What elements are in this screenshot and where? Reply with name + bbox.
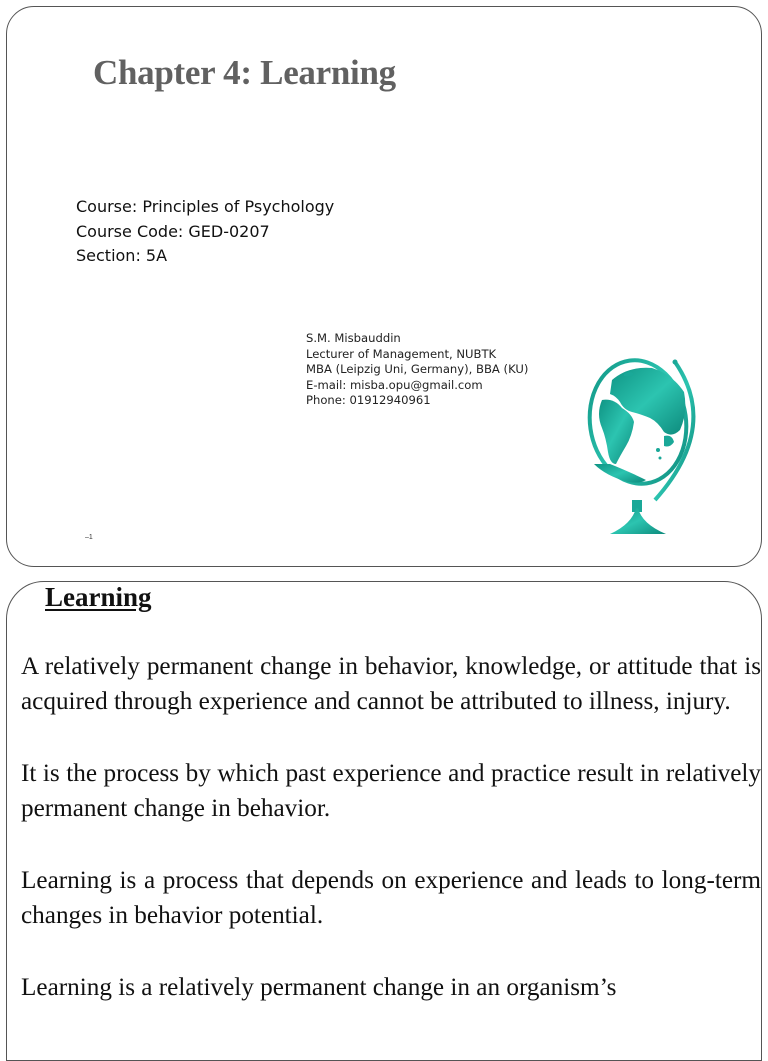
slide-learning	[6, 581, 762, 1061]
author-name: S.M. Misbauddin	[306, 331, 401, 345]
author-email: E-mail: misba.opu@gmail.com	[306, 377, 483, 392]
definition-paragraph: It is the process by which past experience and practice result in relatively permanent change in behavior.	[21, 760, 761, 822]
definition-paragraph: Learning is a relatively permanent change in an organism’s	[21, 974, 617, 1001]
slide-heading: Learning	[45, 582, 152, 612]
author-degrees: MBA (Leipzig Uni, Germany), BBA (KU)	[306, 362, 529, 376]
globe-icon	[580, 352, 710, 542]
author-position: Lecturer of Management, NUBTK	[306, 346, 497, 361]
course-code: Course Code: GED-0207	[76, 221, 270, 241]
slide-title	[6, 6, 762, 567]
slide-title-heading: Chapter 4: Learning	[93, 53, 396, 92]
author-phone: Phone: 01912940961	[306, 393, 431, 407]
course-section: Section: 5A	[76, 246, 168, 265]
course-info-block	[76, 195, 334, 269]
slide-body	[21, 649, 761, 1042]
definition-paragraph: A relatively permanent change in behavior, knowledge, or attitude that is acquired through experience and cannot be attributed to illness, injury.	[21, 653, 761, 715]
slide-number: –1	[85, 534, 93, 541]
course-name: Course: Principles of Psychology	[76, 197, 335, 216]
definition-paragraph: Learning is a process that depends on experience and leads to long-term changes in behavior potential.	[21, 867, 761, 929]
author-info-block	[306, 331, 528, 409]
